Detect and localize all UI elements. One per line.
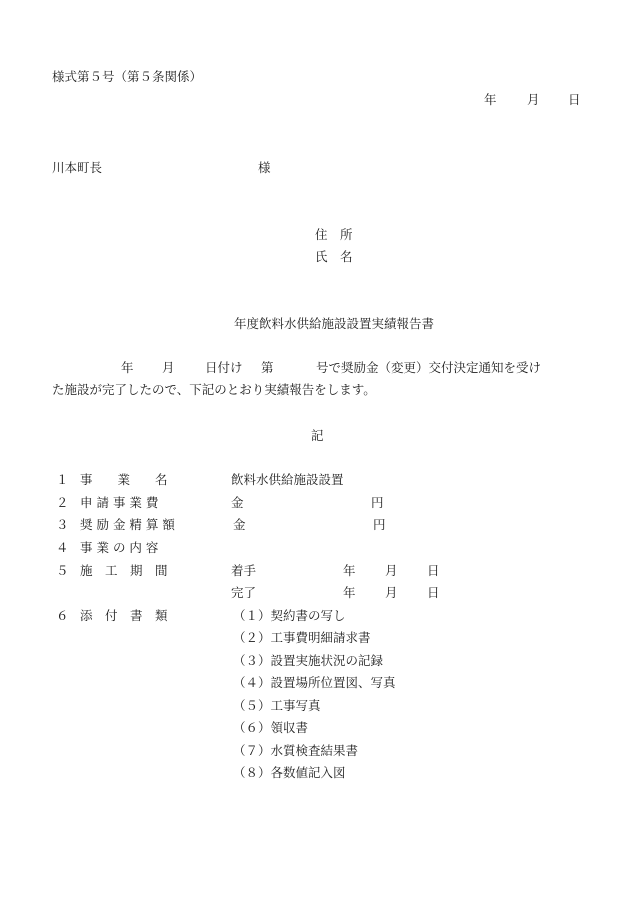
item-4-number: ４ bbox=[56, 540, 69, 555]
attachment-number: （６） bbox=[233, 720, 271, 735]
body-line1-rest: 号で奨励金（変更）交付決定通知を受け bbox=[316, 360, 542, 375]
ki-heading: 記 bbox=[311, 428, 324, 443]
attachment-number: （７） bbox=[233, 743, 271, 758]
item-5-end-month: 月 bbox=[385, 585, 398, 600]
attachment-text: 水質検査結果書 bbox=[270, 743, 359, 758]
item-5-start-year: 年 bbox=[343, 563, 356, 578]
attachment-text: 各数値記入図 bbox=[270, 765, 346, 780]
list-item bbox=[233, 677, 396, 690]
attachment-number: （１） bbox=[233, 608, 271, 623]
applicant-name-label: 氏 名 bbox=[315, 249, 353, 264]
item-5-number: ５ bbox=[56, 563, 69, 578]
attachment-text: 工事費明細請求書 bbox=[270, 630, 371, 645]
item-3-unit: 円 bbox=[373, 517, 386, 532]
item-2-number: ２ bbox=[56, 495, 69, 510]
body-year: 年 bbox=[121, 360, 134, 375]
item-5-label: 施 工 期 間 bbox=[80, 563, 168, 578]
applicant-address-label: 住 所 bbox=[315, 227, 353, 242]
item-5-start-month: 月 bbox=[385, 563, 398, 578]
list-item bbox=[233, 655, 383, 668]
list-item bbox=[233, 722, 308, 735]
item-5-end-day: 日 bbox=[427, 585, 440, 600]
item-3-number: ３ bbox=[56, 517, 69, 532]
attachment-text: 設置場所位置図、写真 bbox=[270, 675, 396, 690]
date-month-label: 月 bbox=[527, 92, 540, 107]
date-year-label: 年 bbox=[484, 92, 497, 107]
addressee-honorific: 様 bbox=[258, 160, 271, 175]
attachment-text: 領収書 bbox=[270, 720, 309, 735]
attachment-text: 契約書の写し bbox=[270, 608, 346, 623]
attachment-number: （４） bbox=[233, 675, 271, 690]
item-1-number: １ bbox=[56, 472, 69, 487]
item-6-number: ６ bbox=[56, 608, 69, 623]
item-2-value: 金 bbox=[231, 495, 244, 510]
item-3-label: 奨 励 金 精 算 額 bbox=[80, 517, 175, 532]
attachment-number: （３） bbox=[233, 653, 271, 668]
item-1-label: 事 業 名 bbox=[80, 472, 168, 487]
list-item bbox=[233, 700, 321, 713]
item-5-start-label: 着手 bbox=[231, 563, 257, 578]
item-1-value: 飲料水供給施設設置 bbox=[231, 472, 344, 487]
date-day-label: 日 bbox=[568, 92, 581, 107]
item-6-label: 添 付 書 類 bbox=[80, 608, 168, 623]
list-item bbox=[233, 632, 371, 645]
document-title: 年度飲料水供給施設設置実績報告書 bbox=[234, 316, 435, 331]
body-no: 第 bbox=[261, 360, 274, 375]
addressee-name: 川本町長 bbox=[52, 160, 103, 175]
list-item bbox=[233, 767, 346, 780]
attachment-number: （５） bbox=[233, 698, 271, 713]
list-item bbox=[233, 610, 346, 623]
attachment-number: （２） bbox=[233, 630, 271, 645]
list-item bbox=[233, 745, 358, 758]
item-5-end-year: 年 bbox=[343, 585, 356, 600]
item-3-value: 金 bbox=[233, 517, 246, 532]
item-2-unit: 円 bbox=[371, 495, 384, 510]
form-number: 様式第５号（第５条関係） bbox=[52, 69, 203, 84]
attachment-text: 工事写真 bbox=[270, 698, 321, 713]
body-day: 日付け bbox=[205, 360, 243, 375]
body-line2: た施設が完了したので、下記のとおり実績報告をします。 bbox=[52, 382, 376, 397]
body-month: 月 bbox=[162, 360, 175, 375]
item-2-label: 申 請 事 業 費 bbox=[80, 495, 159, 510]
attachment-number: （８） bbox=[233, 765, 271, 780]
item-5-start-day: 日 bbox=[427, 563, 440, 578]
item-5-end-label: 完了 bbox=[231, 585, 257, 600]
item-4-label: 事 業 の 内 容 bbox=[80, 540, 159, 555]
attachment-text: 設置実施状況の記録 bbox=[270, 653, 384, 668]
